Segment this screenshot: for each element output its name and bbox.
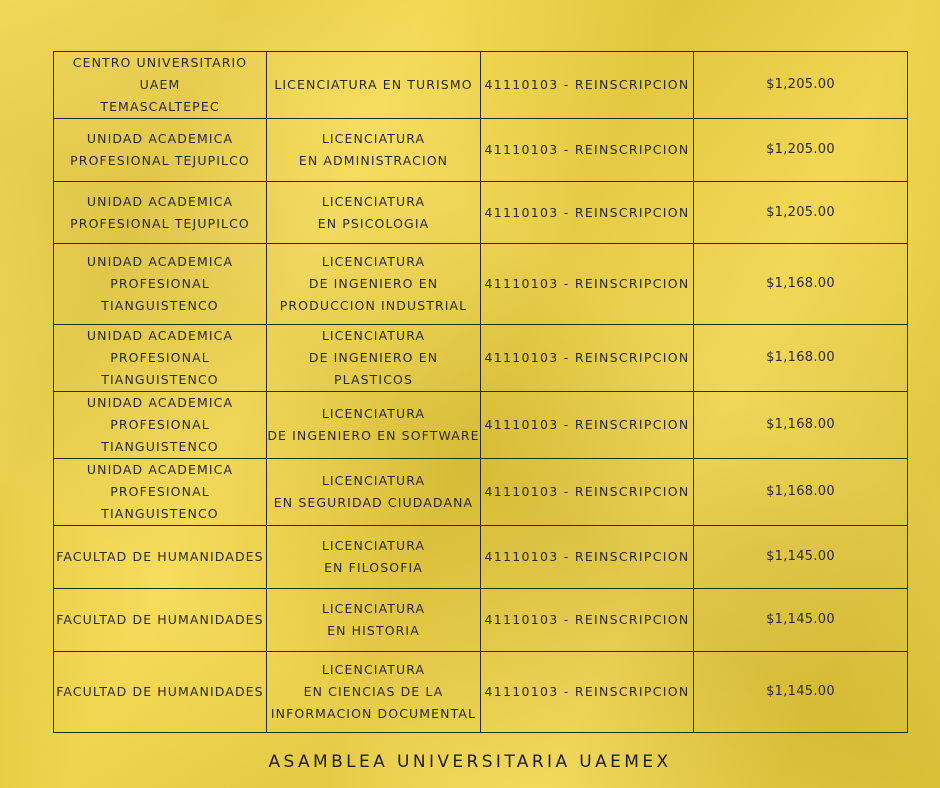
academic-unit-cell: CENTRO UNIVERSITARIO UAEM TEMASCALTEPEC xyxy=(54,52,267,119)
program-cell: LICENCIATURA DE INGENIERO EN SOFTWARE xyxy=(267,392,481,459)
table-row xyxy=(54,589,908,652)
concept-code-cell: 41110103 - REINSCRIPCION xyxy=(481,52,694,119)
program-cell: LICENCIATURA EN FILOSOFIA xyxy=(267,526,481,589)
table-row xyxy=(54,52,908,119)
concept-code-cell: 41110103 - REINSCRIPCION xyxy=(481,244,694,325)
academic-unit-cell: UNIDAD ACADEMICA PROFESIONAL TEJUPILCO xyxy=(54,119,267,182)
academic-unit-cell: FACULTAD DE HUMANIDADES xyxy=(54,652,267,733)
table-row xyxy=(54,244,908,325)
cost-cell: $1,205.00 xyxy=(694,52,908,119)
cost-cell: $1,168.00 xyxy=(694,459,908,526)
table-row xyxy=(54,119,908,182)
program-cell: LICENCIATURA EN ADMINISTRACION xyxy=(267,119,481,182)
cost-cell: $1,145.00 xyxy=(694,589,908,652)
concept-code-cell: 41110103 - REINSCRIPCION xyxy=(481,392,694,459)
program-cell: LICENCIATURA EN HISTORIA xyxy=(267,589,481,652)
concept-code-cell: 41110103 - REINSCRIPCION xyxy=(481,182,694,244)
program-cell: LICENCIATURA DE INGENIERO EN PRODUCCION INDUSTRIAL xyxy=(267,244,481,325)
cost-cell: $1,205.00 xyxy=(694,119,908,182)
cost-cell: $1,145.00 xyxy=(694,526,908,589)
concept-code-cell: 41110103 - REINSCRIPCION xyxy=(481,459,694,526)
concept-code-cell: 41110103 - REINSCRIPCION xyxy=(481,526,694,589)
program-cell: LICENCIATURA EN TURISMO xyxy=(267,52,481,119)
academic-unit-cell: UNIDAD ACADEMICA PROFESIONAL TIANGUISTENCO xyxy=(54,459,267,526)
academic-unit-cell: UNIDAD ACADEMICA PROFESIONAL TIANGUISTENCO xyxy=(54,392,267,459)
table-row xyxy=(54,392,908,459)
concept-code-cell: 41110103 - REINSCRIPCION xyxy=(481,652,694,733)
program-cell: LICENCIATURA EN SEGURIDAD CIUDADANA xyxy=(267,459,481,526)
cost-cell: $1,168.00 xyxy=(694,244,908,325)
program-cell: LICENCIATURA DE INGENIERO EN PLASTICOS xyxy=(267,325,481,392)
academic-unit-cell: UNIDAD ACADEMICA PROFESIONAL TIANGUISTENCO xyxy=(54,244,267,325)
cost-cell: $1,168.00 xyxy=(694,325,908,392)
footer-organization-name: ASAMBLEA UNIVERSITARIA UAEMEX xyxy=(268,752,672,772)
table-row xyxy=(54,459,908,526)
table-row xyxy=(54,526,908,589)
concept-code-cell: 41110103 - REINSCRIPCION xyxy=(481,119,694,182)
cost-cell: $1,205.00 xyxy=(694,182,908,244)
fees-table xyxy=(53,51,908,733)
academic-unit-cell: UNIDAD ACADEMICA PROFESIONAL TIANGUISTENCO xyxy=(54,325,267,392)
program-cell: LICENCIATURA EN CIENCIAS DE LA INFORMACION DOCUMENTAL xyxy=(267,652,481,733)
table-row xyxy=(54,182,908,244)
academic-unit-cell: FACULTAD DE HUMANIDADES xyxy=(54,526,267,589)
academic-unit-cell: UNIDAD ACADEMICA PROFESIONAL TEJUPILCO xyxy=(54,182,267,244)
cost-cell: $1,168.00 xyxy=(694,392,908,459)
table-row xyxy=(54,325,908,392)
academic-unit-cell: FACULTAD DE HUMANIDADES xyxy=(54,589,267,652)
cost-cell: $1,145.00 xyxy=(694,652,908,733)
program-cell: LICENCIATURA EN PSICOLOGIA xyxy=(267,182,481,244)
table-row xyxy=(54,652,908,733)
fees-table-container xyxy=(53,51,907,733)
concept-code-cell: 41110103 - REINSCRIPCION xyxy=(481,589,694,652)
concept-code-cell: 41110103 - REINSCRIPCION xyxy=(481,325,694,392)
